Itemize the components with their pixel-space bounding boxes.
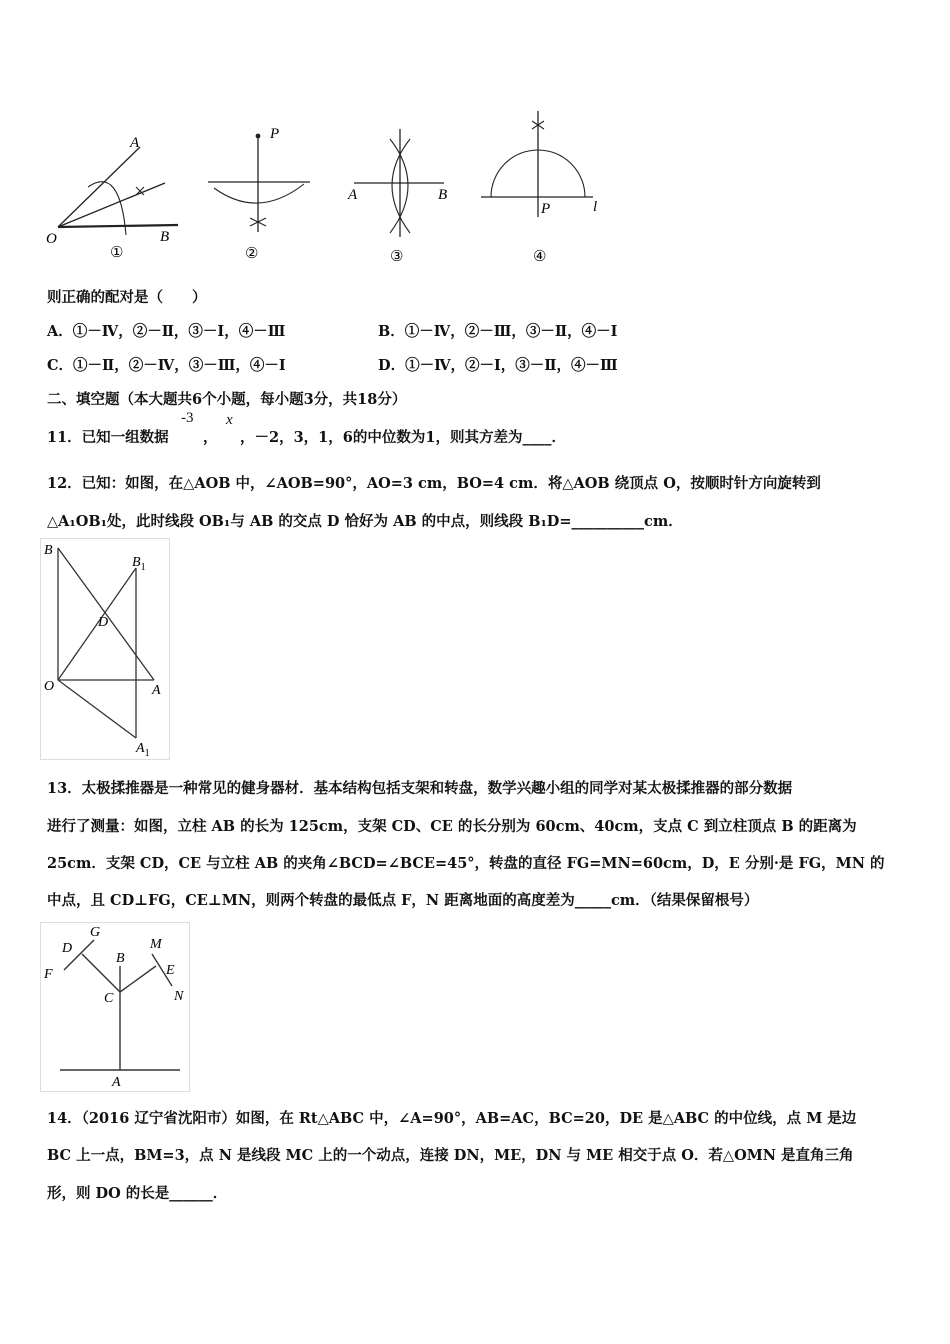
- q13-line-1: 13．太极揉推器是一种常见的健身器材．基本结构包括支架和转盘，数学兴趣小组的同学对某太极揉推器的部分数据: [47, 780, 793, 797]
- q12-label-a1: $A_1$: [136, 741, 150, 759]
- fig1-label-o: O: [46, 231, 57, 247]
- q12-label-b: B: [44, 543, 53, 558]
- q13-label-c: C: [104, 991, 114, 1006]
- q13-label-m: M: [150, 937, 162, 952]
- fig3-label-b: B: [438, 187, 448, 203]
- fig4-label-p: P: [541, 201, 551, 217]
- figure-4-perpendicular-through-point: [475, 105, 615, 265]
- q14-line-1: 14．（2016 辽宁省沈阳市）如图，在 Rt△ABC 中，∠A=90°，AB=AC，BC=20，DE 是△ABC 的中位线，点 M 是边: [47, 1110, 857, 1127]
- q14-line-2: BC 上一点，BM=3，点 N 是线段 MC 上的一个动点，连接 DN，ME，DN 与 ME 相交于点 O．若△OMN 是直角三角: [47, 1147, 854, 1164]
- q13-label-n: N: [174, 989, 184, 1004]
- q12-label-d: D: [98, 615, 109, 630]
- q13-line-4: 中点，且 CD⊥FG，CE⊥MN，则两个转盘的最低点 F，N 距离地面的高度差为_____cm．（结果保留根号）: [47, 892, 759, 909]
- q13-label-a: A: [112, 1075, 121, 1090]
- q11-sep: ，: [203, 429, 218, 446]
- q12-line-1: 12．已知：如图，在△AOB 中，∠AOB=90°，AO=3 cm，BO=4 cm．将△AOB 绕顶点 O，按顺时针方向旋转到: [47, 475, 821, 492]
- q10-option-c: C．①－Ⅱ，②－Ⅳ，③－Ⅲ，④－Ⅰ: [47, 357, 286, 374]
- q11-value-minus3: -3: [181, 410, 194, 426]
- q13-line-2: 进行了测量：如图，立柱 AB 的长为 125cm，支架 CD、CE 的长分别为 60cm、40cm，支点 C 到立柱顶点 B 的距离为: [47, 818, 857, 835]
- q13-label-d: D: [62, 941, 73, 956]
- q11-value-x: x: [226, 412, 233, 428]
- q12-label-o: O: [44, 679, 55, 694]
- fig2-label-p: P: [270, 126, 280, 142]
- fig3-caption: ③: [390, 249, 404, 265]
- q11-rest: ，－2，3，1，6的中位数为1，则其方差为____．: [240, 429, 566, 446]
- q12-label-a: A: [152, 683, 161, 698]
- fig1-caption: ①: [110, 245, 124, 261]
- q12-label-b1: $B_1$: [132, 555, 146, 573]
- q13-label-f: F: [44, 967, 53, 982]
- figure-2-perpendicular: [200, 120, 320, 265]
- q10-option-b: B．①－Ⅳ，②－Ⅲ，③－Ⅱ，④－Ⅰ: [378, 323, 618, 340]
- q13-line-3: 25cm．支架 CD，CE 与立柱 AB 的夹角∠BCD=∠BCE=45°，转盘的直径 FG=MN=60cm，D，E 分别·是 FG，MN 的: [47, 855, 885, 872]
- q10-stem: 则正确的配对是（ ）: [47, 289, 207, 306]
- q10-option-a: A．①－Ⅳ，②－Ⅱ，③－Ⅰ，④－Ⅲ: [47, 323, 286, 340]
- q11-prefix: 11．已知一组数据: [47, 429, 169, 446]
- q12-figure-rotated-triangle: [40, 538, 170, 760]
- q13-label-g: G: [90, 925, 101, 940]
- fig3-label-a: A: [348, 187, 358, 203]
- figure-1-angle-bisector: [40, 125, 190, 265]
- fig1-label-a: A: [130, 135, 140, 151]
- fig1-label-b: B: [160, 229, 170, 245]
- q13-label-b: B: [116, 951, 125, 966]
- q12-line-2: △A₁OB₁处，此时线段 OB₁与 AB 的交点 D 恰好为 AB 的中点，则线段 B₁D=__________cm．: [47, 513, 683, 530]
- fig4-caption: ④: [533, 249, 547, 265]
- q10-option-d: D．①－Ⅳ，②－Ⅰ，③－Ⅱ，④－Ⅲ: [378, 357, 618, 374]
- section-2-heading: 二、填空题（本大题共6个小题，每小题3分，共18分）: [47, 391, 407, 408]
- fig4-label-l: l: [593, 199, 598, 215]
- q14-line-3: 形，则 DO 的长是______．: [47, 1185, 228, 1202]
- fig2-caption: ②: [245, 246, 259, 262]
- figure-3-bisector: [340, 125, 460, 270]
- q13-figure-taiji-device: [40, 922, 190, 1092]
- q13-label-e: E: [166, 963, 175, 978]
